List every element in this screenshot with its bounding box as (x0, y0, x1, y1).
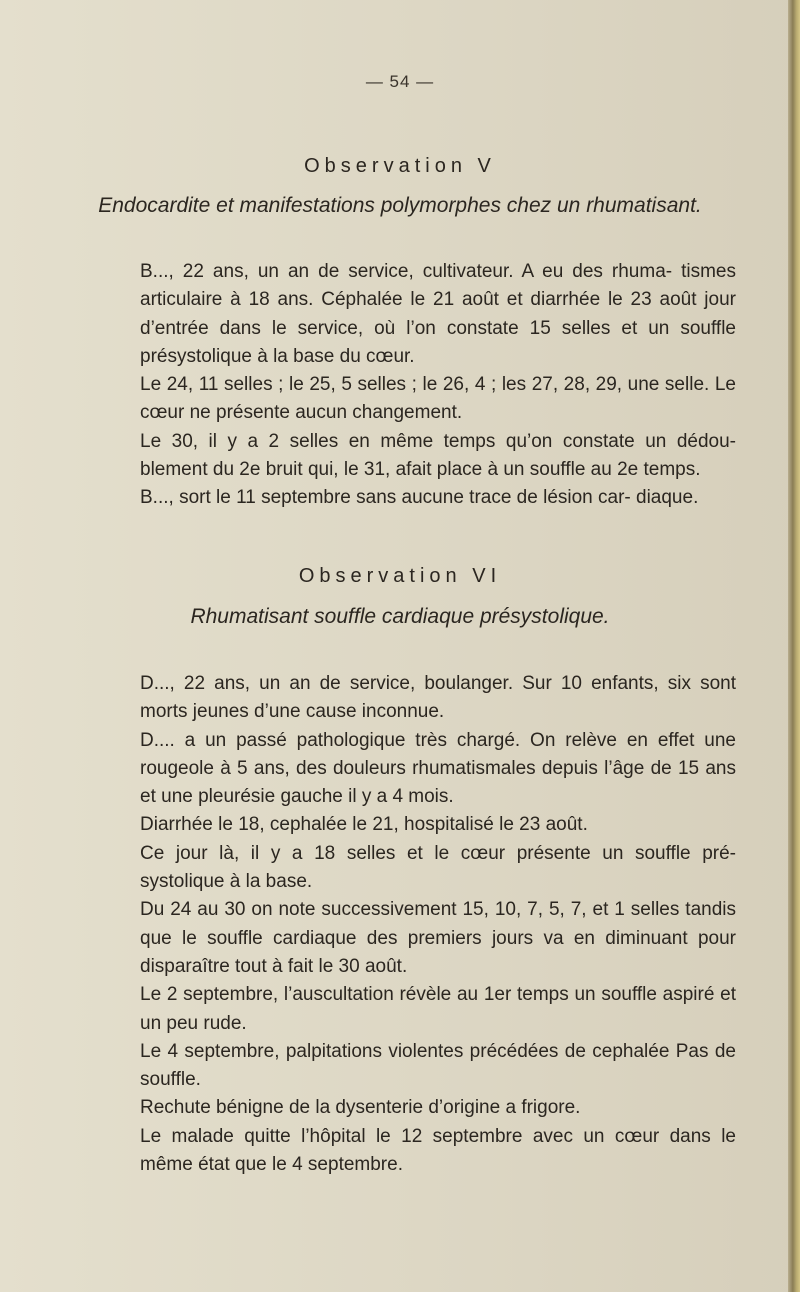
observation-vi-paragraph: D.... a un passé pathologique très chargé. On relève en effet une rougeole à 5 ans, des douleurs rhumatismales depuis l’âge de 15 ans et une pleurésie gauche il y a 4 mois. (140, 729, 736, 808)
observation-vi-heading: Observation VI (298, 565, 502, 587)
observation-vi-paragraph: Le 2 septembre, l’auscultation révèle au 1er temps un souffle aspiré et un peu rude. (140, 984, 736, 1034)
observation-v-body (140, 258, 736, 513)
observation-vi-paragraph: Le 4 septembre, palpitations violentes précédées de cephalée Pas de souffle. (140, 1040, 736, 1091)
observation-vi-paragraph: Rechute bénigne de la dysenterie d’origine a frigore. (140, 1097, 581, 1119)
observation-vi-paragraph: Du 24 au 30 on note successivement 15, 10, 7, 5, 7, et 1 selles tandis que le souffle cardiaque des premiers jours va en diminuant pour disparaître tout à fait le 30 août. (140, 899, 736, 977)
observation-v-paragraph: B..., sort le 11 septembre sans aucune trace de lésion car- diaque. (140, 487, 699, 509)
observation-v-paragraph: Le 24, 11 selles ; le 25, 5 selles ; le 26, 4 ; les 27, 28, 29, une selle. Le cœur ne présente aucun changement. (140, 374, 736, 424)
observation-vi-paragraph: Le malade quitte l’hôpital le 12 septembre avec un cœur dans le même état que le 4 septembre. (140, 1125, 736, 1176)
page-number: — 54 — (365, 72, 435, 91)
observation-v-paragraph: Le 30, il y a 2 selles en même temps qu’on constate un dédou- blement du 2e bruit qui, le 31, afait place à un souffle au 2e temps. (140, 430, 736, 481)
observation-vi-paragraph: Ce jour là, il y a 18 selles et le cœur présente un souffle pré- systolique à la base. (140, 842, 736, 893)
observation-v-heading: Observation V (304, 155, 496, 177)
page-edge-shadow (788, 0, 800, 1292)
observation-vi-paragraph: D..., 22 ans, un an de service, boulanger. Sur 10 enfants, six sont morts jeunes d’une cause inconnue. (140, 673, 736, 723)
observation-vi-subtitle: Rhumatisant souffle cardiaque présystolique. (190, 605, 610, 628)
observation-vi-body (140, 670, 736, 1179)
observation-v-paragraph: B..., 22 ans, un an de service, cultivateur. A eu des rhuma- tismes articulaire à 18 ans. Céphalée le 21 août et diarrhée le 23 août jour d’entrée dans le service, où l’on constate 15 selles et un souffle présystolique à la base du cœur. (140, 261, 736, 367)
observation-v-subtitle: Endocardite et manifestations polymorphes chez un rhumatisant. (98, 194, 702, 217)
observation-vi-paragraph: Diarrhée le 18, cephalée le 21, hospitalisé le 23 août. (140, 814, 588, 836)
